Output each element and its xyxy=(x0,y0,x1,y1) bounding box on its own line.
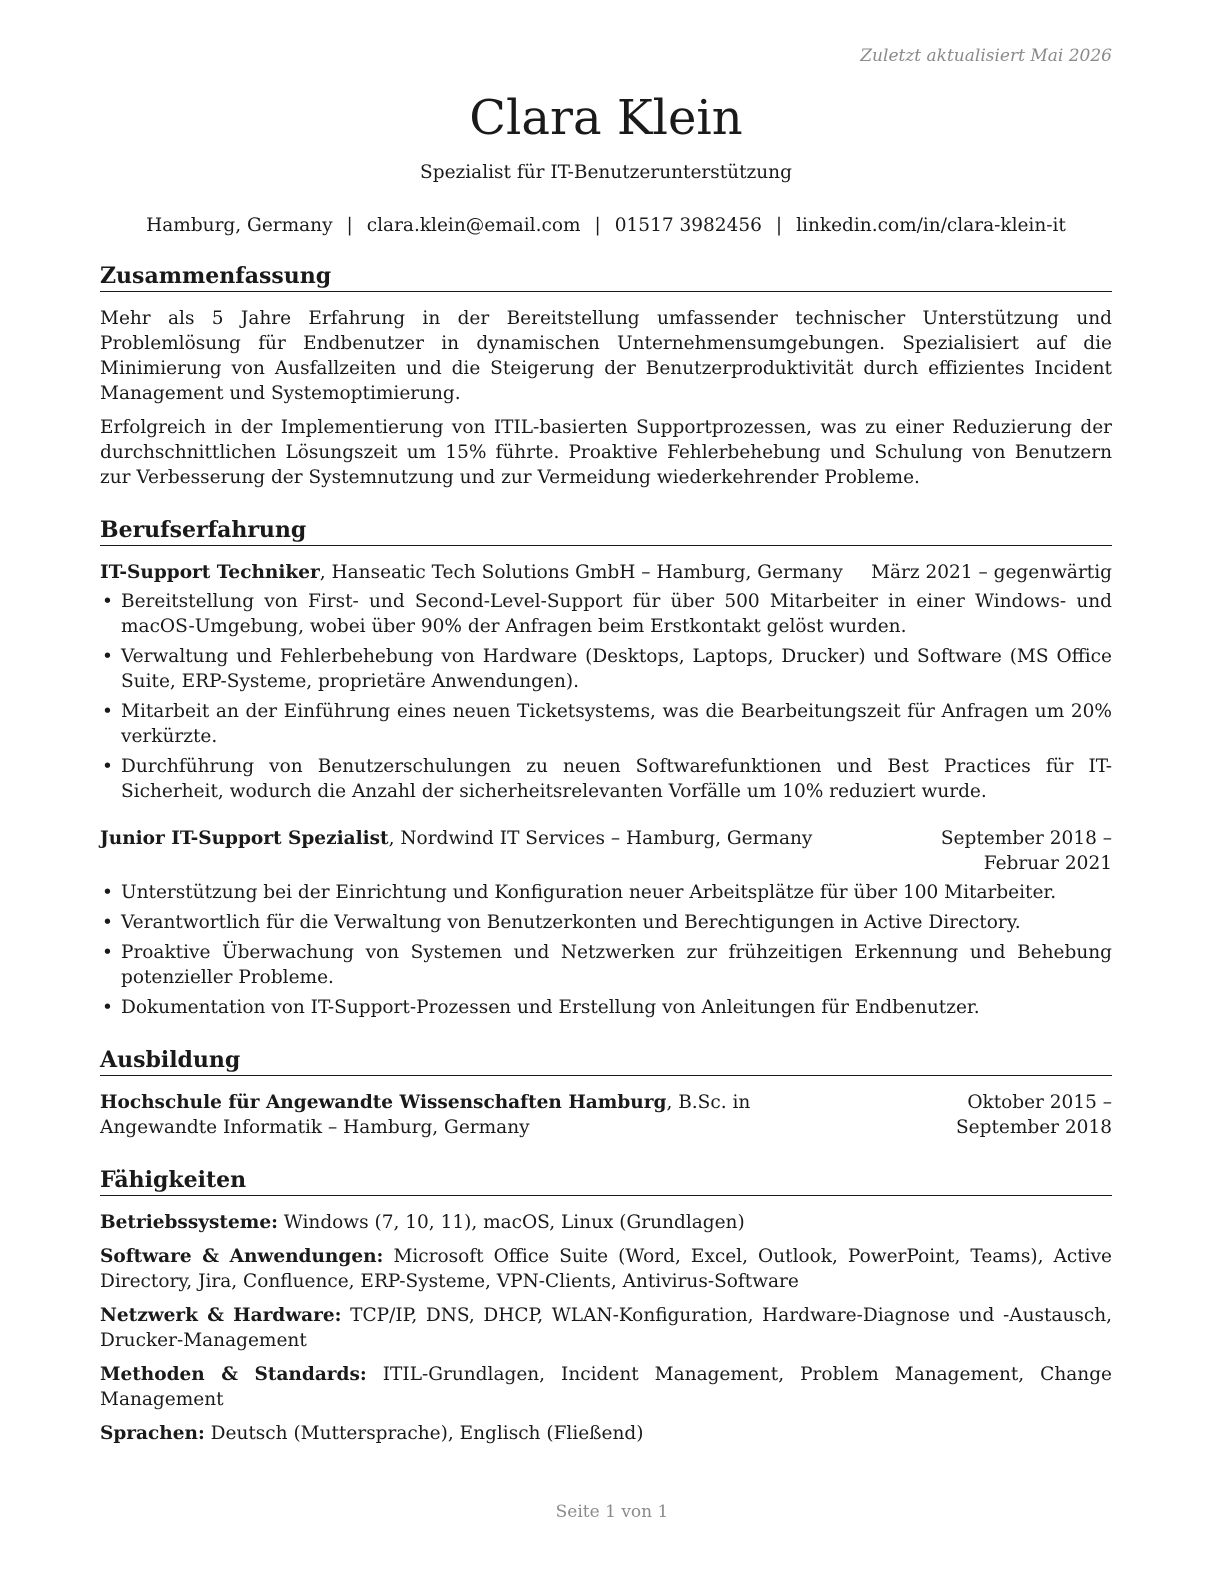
job-dates: September 2018 – Februar 2021 xyxy=(940,828,1112,874)
job-dates: März 2021 – gegenwärtig xyxy=(871,562,1112,583)
skill-label: Sprachen: xyxy=(100,1423,205,1444)
job-bullets xyxy=(100,589,1112,804)
list-item: • Bereitstellung von First- und Second-Level-Support für über 500 Mitarbeiter in einer Windows- und macOS-Umgebung, wobei über 90% der Anfragen beim Erstkontakt gelöst wurden. xyxy=(100,589,1112,639)
skill-label: Netzwerk & Hardware: xyxy=(100,1305,342,1326)
skill-label: Methoden & Standards: xyxy=(100,1364,367,1385)
education-details: , B.Sc. in Angewandte Informatik – Hamburg, Germany xyxy=(100,1092,751,1138)
last-updated-note: Zuletzt aktualisiert Mai 2026 xyxy=(860,46,1112,66)
contact-line xyxy=(100,213,1112,238)
job-role: IT-Support Techniker xyxy=(100,562,320,583)
skill-value: Deutsch (Muttersprache), Englisch (Fließend) xyxy=(204,1423,644,1444)
summary-heading: Zusammenfassung xyxy=(100,262,1112,292)
skill-label: Betriebssysteme: xyxy=(100,1212,278,1233)
summary-paragraph: Mehr als 5 Jahre Erfahrung in der Bereitstellung umfassender technischer Unterstützung und Problemlösung für Endbenutzer in dynamischen Unternehmensumgebungen. Spezialisiert auf die Minimierung von Ausfallzeiten und die Steigerung der Benutzerproduktivität durch effizientes Incident Management und Systemoptimierung. xyxy=(100,308,1112,404)
skill-value: ITIL-Grundlagen, Incident Management, Problem Management, Change Management xyxy=(100,1364,1112,1410)
job-company: , Nordwind IT Services – Hamburg, Germany xyxy=(388,828,813,849)
contact-linkedin[interactable]: linkedin.com/in/clara-klein-it xyxy=(796,215,1066,236)
skill-value: TCP/IP, DNS, DHCP, WLAN-Konfiguration, Hardware-Diagnose und -Austausch, Drucker-Management xyxy=(100,1305,1113,1351)
contact-location: Hamburg, Germany xyxy=(146,215,333,236)
resume-page xyxy=(100,0,1112,1446)
candidate-title: Spezialist für IT-Benutzerunterstützung xyxy=(420,162,792,183)
skill-row xyxy=(100,1210,1112,1235)
skills-heading: Fähigkeiten xyxy=(100,1166,1112,1196)
education-school: Hochschule für Angewandte Wissenschaften Hamburg xyxy=(100,1092,667,1113)
education-dates: Oktober 2015 – September 2018 xyxy=(956,1092,1112,1138)
list-item: • Verwaltung und Fehlerbehebung von Hardware (Desktops, Laptops, Drucker) und Software (MS Office Suite, ERP-Systeme, proprietäre Anwendungen). xyxy=(100,644,1112,694)
job-header xyxy=(100,560,1112,585)
job-role: Junior IT-Support Spezialist xyxy=(100,828,389,849)
skill-row xyxy=(100,1244,1112,1294)
skill-value: Microsoft Office Suite (Word, Excel, Outlook, PowerPoint, Teams), Active Directory, Jira, Confluence, ERP-Systeme, VPN-Clients, Antivirus-Software xyxy=(100,1246,1112,1292)
skill-row xyxy=(100,1421,1112,1446)
skill-value: Windows (7, 10, 11), macOS, Linux (Grundlagen) xyxy=(277,1212,745,1233)
list-item: • Verantwortlich für die Verwaltung von Benutzerkonten und Berechtigungen in Active Directory. xyxy=(100,910,1112,935)
list-item: • Mitarbeit an der Einführung eines neuen Ticketsystems, was die Bearbeitungszeit für Anfragen um 20% verkürzte. xyxy=(100,699,1112,749)
list-item: • Unterstützung bei der Einrichtung und Konfiguration neuer Arbeitsplätze für über 100 Mitarbeiter. xyxy=(100,880,1112,905)
skill-row xyxy=(100,1362,1112,1412)
job-header xyxy=(100,826,1112,876)
summary-paragraph: Erfolgreich in der Implementierung von ITIL-basierten Supportprozessen, was zu einer Reduzierung der durchschnittlichen Lösungszeit um 15% führte. Proaktive Fehlerbehebung und Schulung von Benutzern zur Verbesserung der Systemnutzung und zur Vermeidung wiederkehrender Probleme. xyxy=(100,417,1112,488)
list-item: • Dokumentation von IT-Support-Prozessen und Erstellung von Anleitungen für Endbenutzer. xyxy=(100,995,1112,1020)
education-heading: Ausbildung xyxy=(100,1046,1112,1076)
contact-separator: | xyxy=(594,215,601,236)
contact-separator: | xyxy=(346,215,353,236)
skill-label: Software & Anwendungen: xyxy=(100,1246,384,1267)
job-bullets xyxy=(100,880,1112,1020)
contact-email[interactable]: clara.klein@email.com xyxy=(366,215,581,236)
job-company: , Hanseatic Tech Solutions GmbH – Hamburg, Germany xyxy=(319,562,843,583)
contact-separator: | xyxy=(775,215,783,236)
skill-row xyxy=(100,1303,1112,1353)
education-entry xyxy=(100,1090,1112,1140)
page-number: Seite 1 von 1 xyxy=(555,1502,669,1522)
list-item: • Durchführung von Benutzerschulungen zu neuen Softwarefunktionen und Best Practices für IT-Sicherheit, wodurch die Anzahl der sicherheitsrelevanten Vorfälle um 10% reduziert wurde. xyxy=(100,754,1112,804)
contact-phone: 01517 3982456 xyxy=(614,215,762,236)
candidate-name: Clara Klein xyxy=(469,90,743,146)
experience-heading: Berufserfahrung xyxy=(100,516,1112,546)
list-item: • Proaktive Überwachung von Systemen und Netzwerken zur frühzeitigen Erkennung und Behebung potenzieller Probleme. xyxy=(100,940,1112,990)
